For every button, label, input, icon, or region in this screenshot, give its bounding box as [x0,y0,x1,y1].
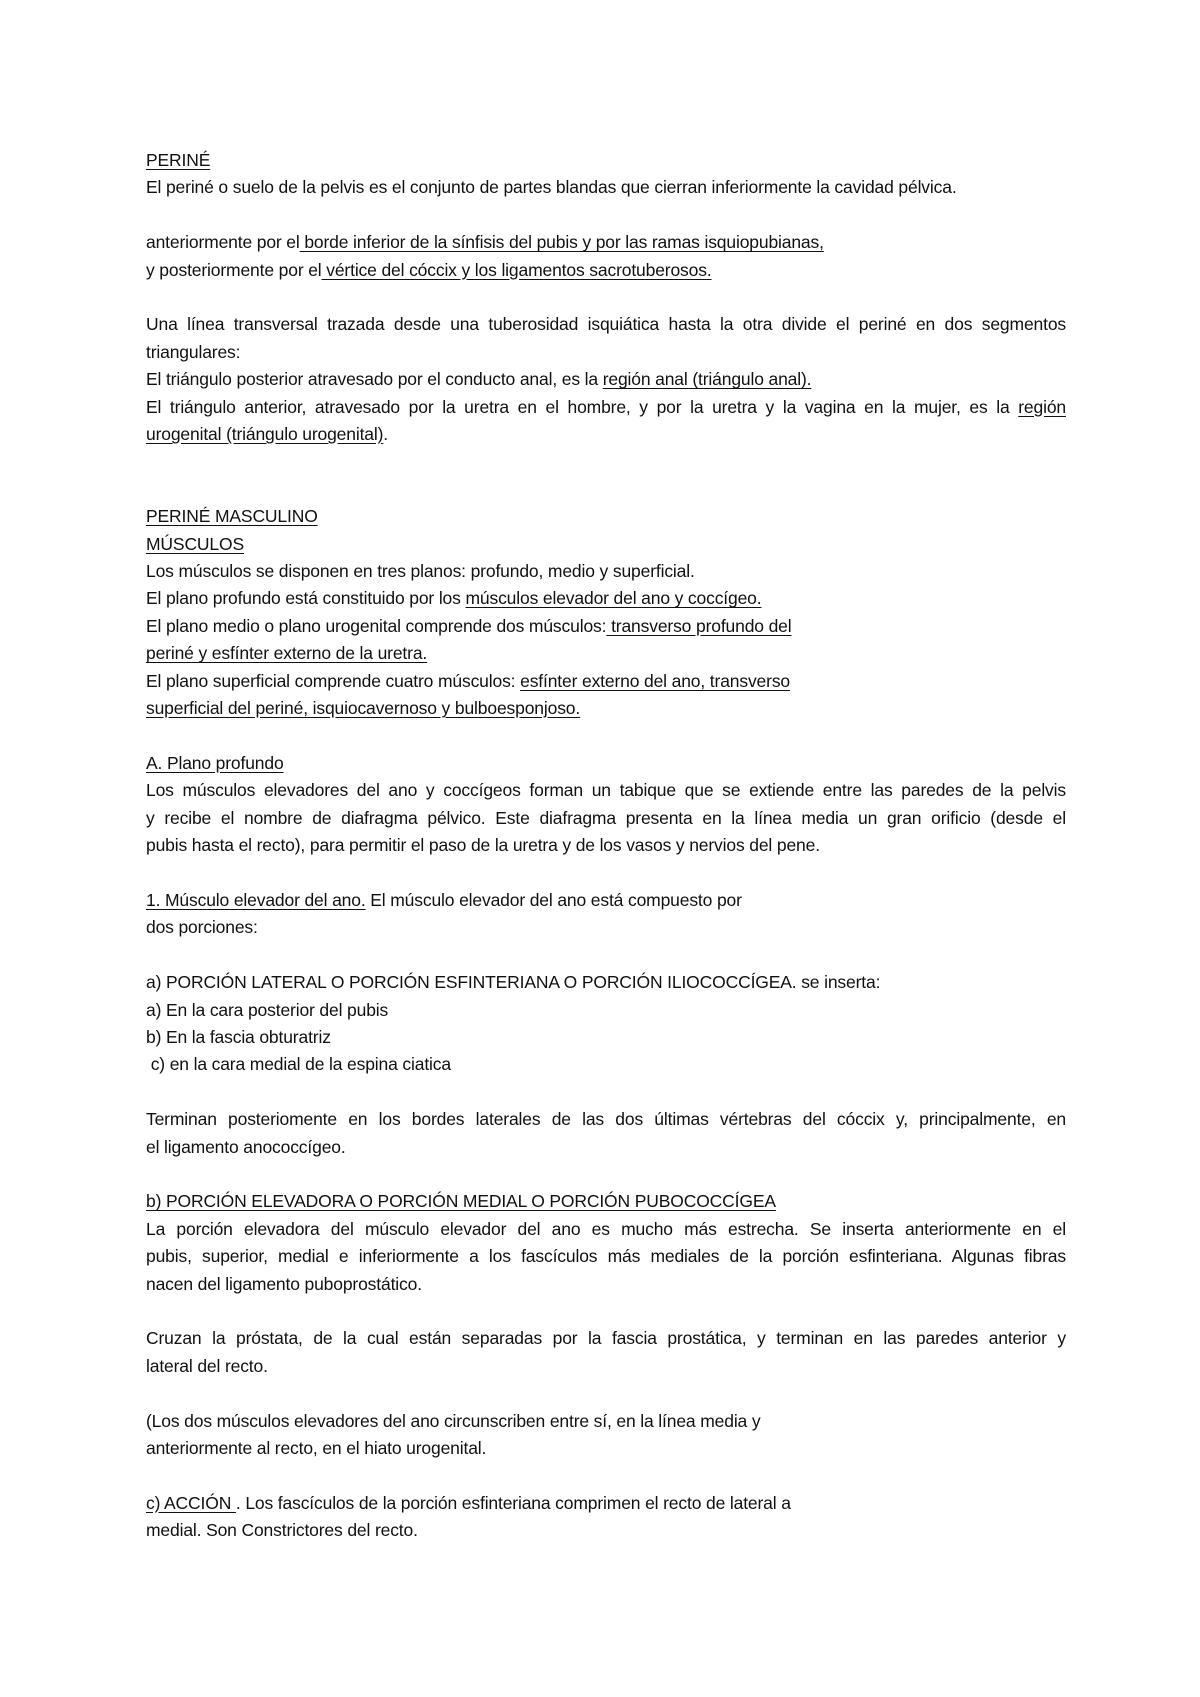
planes-intro: Los músculos se disponen en tres planos: profundo, medio y superficial. [146,561,695,582]
anterior-limit: anteriormente por el borde inferior de la sínfisis del pubis y por las ramas isquiopubianas, [146,232,824,253]
paragraph-line: anteriormente al recto, en el hiato urogenital. [146,1437,487,1458]
transverse-line-text-end: triangulares: [146,341,241,362]
middle-plane: El plano medio o plano urogenital comprende dos músculos: transverso profundo del [146,615,792,636]
section-title-perine-masculino: PERINÉ MASCULINO [146,506,318,527]
list-item: a) En la cara posterior del pubis [146,999,389,1020]
deep-plane: El plano profundo está constituido por los músculos elevador del ano y coccígeo. [146,588,762,609]
action-heading-end: medial. Son Constrictores del recto. [146,1520,418,1541]
paragraph-line: el ligamento anococcígeo. [146,1136,346,1157]
superficial-plane: El plano superficial comprende cuatro músculos: esfínter externo del ano, transverso [146,670,791,691]
paragraph-line: Terminan posteriomente en los bordes laterales de las dos últimas vértebras del cóccix y, principalmente, en [146,1109,1066,1130]
transverse-line-text: Una línea transversal trazada desde una tuberosidad isquiática hasta la otra divide el periné en dos segmentos [146,314,1066,335]
paragraph-line: lateral del recto. [146,1355,268,1376]
superficial-plane-end: superficial del periné, isquiocavernoso y bulboesponjoso. [146,698,581,719]
section-title-perine: PERINÉ [146,150,211,170]
muscle-heading-end: dos porciones: [146,917,258,938]
paragraph-line: (Los dos músculos elevadores del ano circunscriben entre sí, en la línea media y [146,1410,761,1431]
list-item: c) en la cara medial de la espina ciatica [146,1054,451,1075]
paragraph-line: nacen del ligamento puboprostático. [146,1273,422,1294]
document-body [146,147,1066,1545]
muscle-heading: 1. Músculo elevador del ano. El músculo elevador del ano está compuesto por [146,889,742,910]
perine-definition: El periné o suelo de la pelvis es el conjunto de partes blandas que cierran inferiormente la cavidad pélvica. [146,177,957,198]
list-item: b) En la fascia obturatriz [146,1026,331,1047]
elevator-portion-title: b) PORCIÓN ELEVADORA O PORCIÓN MEDIAL O PORCIÓN PUBOCOCCÍGEA [146,1191,776,1212]
lateral-portion-title: a) PORCIÓN LATERAL O PORCIÓN ESFINTERIANA O PORCIÓN ILIOCOCCÍGEA. se inserta: [146,972,881,993]
section-title-plano-profundo: A. Plano profundo [146,752,284,773]
paragraph-line: Los músculos elevadores del ano y coccígeos forman un tabique que se extiende entre las paredes de la pelvis [146,780,1066,801]
paragraph-line: pubis, superior, medial e inferiormente a los fascículos más mediales de la porción esfinteriana. Algunas fibras [146,1246,1066,1267]
action-heading: c) ACCIÓN . Los fascículos de la porción esfinteriana comprimen el recto de lateral a [146,1492,791,1513]
paragraph-line: pubis hasta el recto), para permitir el paso de la uretra y de los vasos y nervios del pene. [146,835,820,856]
paragraph-line: La porción elevadora del músculo elevador del ano es mucho más estrecha. Se inserta anteriormente en el [146,1218,1066,1239]
middle-plane-end: periné y esfínter externo de la uretra. [146,643,428,664]
anterior-triangle: El triángulo anterior, atravesado por la uretra en el hombre, y por la uretra y la vagina en la mujer, es la región [146,396,1066,417]
subtitle-musculos: MÚSCULOS [146,533,244,554]
posterior-limit: y posteriormente por el vértice del cóccix y los ligamentos sacrotuberosos. [146,259,712,280]
paragraph-line: y recibe el nombre de diafragma pélvico. Este diafragma presenta en la línea media un gran orificio (desde el [146,807,1066,828]
paragraph-line: Cruzan la próstata, de la cual están separadas por la fascia prostática, y terminan en las paredes anterior y [146,1328,1066,1349]
posterior-triangle: El triángulo posterior atravesado por el conducto anal, es la región anal (triángulo anal). [146,369,812,390]
anterior-triangle-end: urogenital (triángulo urogenital). [146,424,389,445]
